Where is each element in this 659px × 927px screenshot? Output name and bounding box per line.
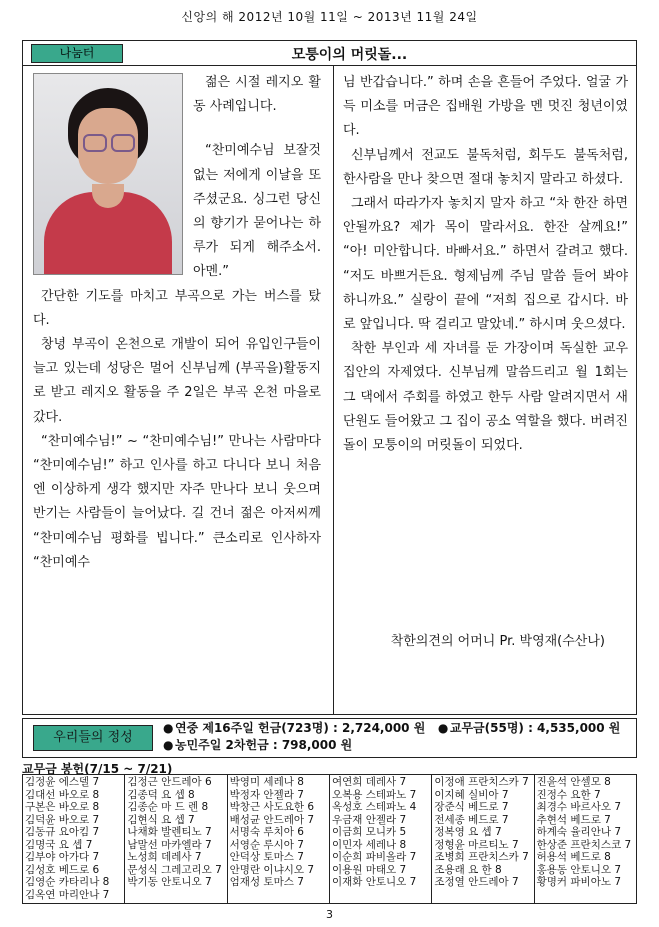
stipend-entry: 이지혜 실비아 7 xyxy=(434,788,509,801)
stipend-entry: 김대선 바오로 8 xyxy=(25,788,100,801)
stipend-entry: 허용석 베드로 8 xyxy=(536,851,611,863)
stipend-column xyxy=(432,775,534,903)
bullet-icon: ● xyxy=(163,738,174,752)
stipend-column xyxy=(228,775,330,903)
offering-lines xyxy=(163,720,620,754)
paragraph: 신부님께서 전교도 불독처럼, 회두도 불독처럼, 한사람을 만나 찾으면 절대 놓치지 말라고 하셨다. xyxy=(343,147,628,187)
paragraph: 젊은 시절 레지오 활동 사례입니다. xyxy=(193,75,321,115)
stipend-entry: 배성균 안드레아 7 xyxy=(229,813,315,826)
stipend-entry: 조병희 프란치스카 7 xyxy=(434,851,529,863)
stipend-entry: 문성식 그레고리오 7 xyxy=(127,863,222,876)
stipend-entry: 이민자 세레나 8 xyxy=(331,838,407,851)
stipend-entry: 김영순 카타리나 8 xyxy=(25,876,110,888)
stipend-entry: 김부야 아가다 7 xyxy=(25,851,100,863)
stipend-entry: 김옥연 마리안나 7 xyxy=(25,888,110,901)
paragraph: 간단한 기도를 마치고 부곡으로 가는 버스를 탔다. xyxy=(33,288,321,328)
offering-tag: 우리들의 정성 xyxy=(33,725,153,751)
stipend-entry: 조정열 안드레아 7 xyxy=(434,876,519,888)
author-photo xyxy=(33,73,183,275)
paragraph: “찬미예수님 보잘것 없는 저에게 이날을 또 주셨군요. 싱그런 당신의 향기가 묻어나는 하루가 되게 해주소서. 아멘.” xyxy=(193,143,321,280)
stipend-entry: 김동규 요아킴 7 xyxy=(25,826,100,838)
stipend-entry: 하계숙 율리안나 7 xyxy=(536,826,621,838)
stipend-entry: 김명국 요 셉 7 xyxy=(25,838,93,851)
paragraph: 그래서 따라가자 놓치지 말자 하고 “차 한잔 하면 안될까요? 제가 목이 말라서요. 한잔 살께요!” “아! 미안합니다. 바빠서요.” 하면서 갈려고 했다. “저도 바쁘거든요. 형제님께 주님 말씀 들어 봐야 하니까요.” 실랑이 끝에 “저희 집으로 갑시다. 바로 앞입니다. 딱 걸리고 말았네.” 하시며 웃으셨다. xyxy=(343,196,628,333)
stipend-entry: 장준식 베드로 7 xyxy=(434,801,509,813)
stipend-entry: 최경수 바르사오 7 xyxy=(536,801,621,813)
page-number: 3 xyxy=(326,908,333,921)
stipend-column xyxy=(125,775,227,903)
stipend-entry: 이금희 모니카 5 xyxy=(331,826,407,838)
paragraph: “찬미예수님!” ~ “찬미예수님!” 만나는 사람마다 “찬미예수님!” 하고 인사를 하고 다니다 보니 처음엔 이상하게 생각 했지만 자주 만나다 보니 웃으며 반기는 사람들이 늘어났다. 길 건너 젊은 아저씨께 “찬미예수님 평화를 빕니다.” 큰소리로 인사하자 “찬미예수 xyxy=(33,433,321,570)
stipend-entry: 이용원 마태오 7 xyxy=(331,863,407,876)
paragraph: 착한 부인과 세 자녀를 둔 가장이며 독실한 교우집안의 자제였다. 신부님께 말씀드리고 월 1회는 그 댁에서 주회를 하였고 한두 사람 알려지면서 새 단원도 들어왔고 그 집이 공소 역할을 했다. 버려진 돌이 모퉁이의 머릿돌이 되었다. xyxy=(343,341,628,454)
stipend-column xyxy=(23,775,125,903)
offering-box xyxy=(22,718,637,758)
paragraph: 님 반갑습니다.” 하며 손을 흔들어 주었다. 얼굴 가득 미소를 머금은 집배원 가방을 멘 멋진 청년이였다. xyxy=(343,75,628,139)
stipend-column xyxy=(330,775,432,903)
paragraph: 창녕 부곡이 온천으로 개발이 되어 유입인구들이 늘고 있는데 성당은 멀어 신부님께 (부곡을)활동지로 받고 레지오 활동을 주 2일은 부곡 온천 마을로 갔다. xyxy=(33,337,321,425)
stipend-entry: 박창근 사도요한 6 xyxy=(229,801,315,813)
offering-line: 교무금(55명) : 4,535,000 원 xyxy=(449,721,621,735)
stipend-entry: 이정애 프란치스카 7 xyxy=(434,776,529,788)
stipend-entry: 박기동 안토니오 7 xyxy=(127,876,212,888)
right-column xyxy=(343,71,628,458)
stipend-entry: 박정자 안젤라 7 xyxy=(229,788,304,801)
article-title-row xyxy=(23,41,636,66)
stipend-entry: 추현석 베드로 7 xyxy=(536,813,611,826)
stipend-entry: 서명숙 루치아 6 xyxy=(229,826,304,838)
stipend-entry: 김종덕 요 셉 8 xyxy=(127,788,195,801)
stipend-entry: 김종순 마 드 렌 8 xyxy=(127,801,209,813)
column-divider xyxy=(333,65,334,714)
stipend-entry: 서영순 루시아 7 xyxy=(229,838,304,851)
stipend-entry: 정복영 요 셉 7 xyxy=(434,826,502,838)
stipend-title: 교무금 봉헌(7/15 ~ 7/21) xyxy=(22,762,173,776)
stipend-entry: 안명란 이냐시오 7 xyxy=(229,863,315,876)
page-header: 신앙의 해 2012년 10월 11일 ~ 2013년 11월 24일 xyxy=(181,10,478,24)
stipend-entry: 이순희 파비올라 7 xyxy=(331,851,417,863)
stipend-entry: 정형윤 마르티노 7 xyxy=(434,838,519,851)
bullet-icon: ● xyxy=(163,721,174,735)
signature: 착한의견의 어머니 Pr. 박영재(수산나) xyxy=(390,634,605,649)
offering-line: 농민주일 2차헌금 : 798,000 원 xyxy=(175,738,353,752)
stipend-entry: 김정근 안드레아 6 xyxy=(127,776,212,788)
stipend-entry: 김성호 베드로 6 xyxy=(25,863,100,876)
offering-line: 연중 제16주일 헌금(723명) : 2,724,000 원 xyxy=(175,721,426,735)
stipend-entry: 남말선 마카엘라 7 xyxy=(127,838,212,851)
stipend-table xyxy=(22,774,637,904)
stipend-entry: 옥성호 스테파노 4 xyxy=(331,801,417,813)
left-column xyxy=(33,71,321,575)
stipend-entry: 박영미 세레나 8 xyxy=(229,776,304,788)
stipend-entry: 이재화 안토니오 7 xyxy=(331,876,417,888)
stipend-entry: 구본은 바오로 8 xyxy=(25,801,100,813)
stipend-entry: 나채화 발렌티노 7 xyxy=(127,826,212,838)
stipend-entry: 노성희 데레사 7 xyxy=(127,851,202,863)
stipend-entry: 진정수 요한 7 xyxy=(536,788,601,801)
stipend-entry: 안덕상 토마스 7 xyxy=(229,851,304,863)
stipend-column xyxy=(535,775,636,903)
article-box xyxy=(22,40,637,715)
stipend-entry: 황명커 파비아노 7 xyxy=(536,876,621,888)
stipend-entry: 엄재성 토마스 7 xyxy=(229,876,304,888)
stipend-entry: 홍용동 안토니오 7 xyxy=(536,863,621,876)
stipend-entry: 김현식 요 셉 7 xyxy=(127,813,195,826)
stipend-entry: 전세종 베드로 7 xyxy=(434,813,509,826)
stipend-entry: 우금재 안젤라 7 xyxy=(331,813,407,826)
stipend-entry: 여연희 데레사 7 xyxy=(331,776,407,788)
stipend-entry: 김정윤 에스델 7 xyxy=(25,776,100,788)
stipend-entry: 김덕윤 바오로 7 xyxy=(25,813,100,826)
stipend-entry: 진윤석 안셀모 8 xyxy=(536,776,611,788)
stipend-entry: 한상준 프란치스코 7 xyxy=(536,838,632,851)
section-tag: 나눔터 xyxy=(31,44,123,63)
stipend-entry: 조용래 요 한 8 xyxy=(434,863,502,876)
bullet-icon: ● xyxy=(437,721,449,735)
stipend-entry: 오복용 스테파노 7 xyxy=(331,788,417,801)
article-title: 모퉁이의 머릿돌... xyxy=(291,47,408,63)
